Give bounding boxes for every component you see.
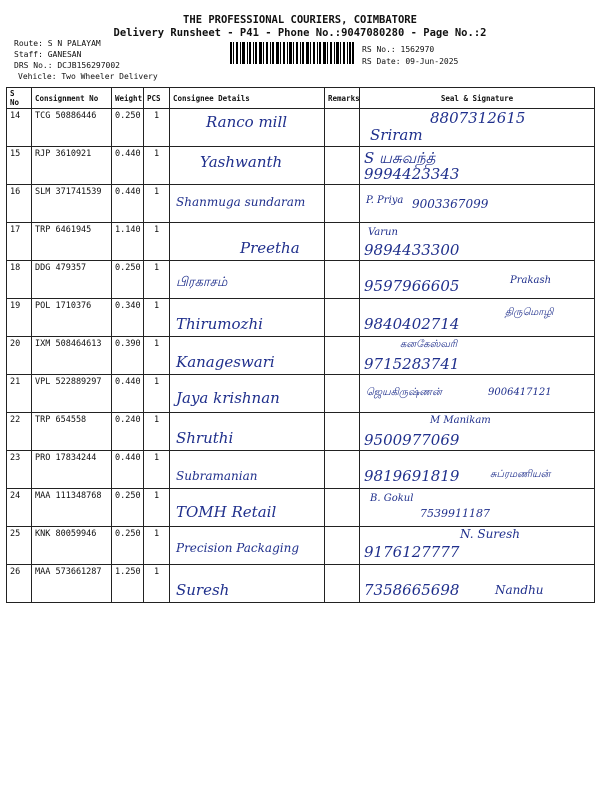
cell-remarks [325,261,360,299]
cell-consignee [170,413,325,451]
cell-sno: 19 [7,299,32,337]
col-pcs: PCS [144,88,170,109]
cell-pcs: 1 [144,185,170,223]
table-header [7,88,595,109]
cell-weight: 0.250 [112,261,144,299]
cell-weight: 1.140 [112,223,144,261]
barcode-icon [230,42,354,64]
cell-pcs: 1 [144,451,170,489]
col-signature: Seal & Signature [360,88,595,109]
consignee-name: TOMH Retail [176,503,277,521]
table-row [7,413,595,451]
cell-sno: 23 [7,451,32,489]
cell-weight: 1.250 [112,565,144,603]
staff-label: Staff: GANESAN [14,50,82,59]
signature: சுப்ரமணியன் [490,469,551,480]
cell-remarks [325,413,360,451]
consignee-name: Preetha [240,239,300,257]
table-row [7,299,595,337]
signature: M Manikam [430,415,491,426]
cell-consignment: TRP 6461945 [32,223,112,261]
cell-sno: 18 [7,261,32,299]
col-consignee: Consignee Details [170,88,325,109]
phone-number: 7539911187 [420,507,490,520]
cell-sno: 20 [7,337,32,375]
signature: கனகேஸ்வரி [400,339,458,350]
cell-signature [360,185,595,223]
runsheet-subtitle: Delivery Runsheet - P41 - Phone No.:9047080280 - Page No.:2 [113,27,487,39]
cell-signature [360,451,595,489]
signature: ஜெயகிருஷ்ணன் [366,387,442,398]
cell-signature [360,375,595,413]
signature: P. Priya [366,195,404,206]
cell-signature [360,299,595,337]
cell-consignee [170,375,325,413]
consignee-name: Thirumozhi [176,315,263,333]
cell-pcs: 1 [144,565,170,603]
cell-weight: 0.440 [112,375,144,413]
cell-weight: 0.440 [112,185,144,223]
cell-consignment: SLM 371741539 [32,185,112,223]
consignee-name: Ranco mill [206,113,288,131]
cell-remarks [325,185,360,223]
phone-number: 9894433300 [364,241,460,259]
table-row [7,147,595,185]
cell-weight: 0.250 [112,527,144,565]
rs-number: RS No.: 1562970 [362,45,435,54]
runsheet-table [6,87,595,603]
phone-number: 9715283741 [364,355,460,373]
route-label: Route: S N PALAYAM [14,39,101,48]
phone-number: 9176127777 [364,543,460,561]
cell-signature [360,565,595,603]
cell-weight: 0.440 [112,451,144,489]
table-row [7,527,595,565]
consignee-name: Suresh [176,581,230,599]
cell-remarks [325,337,360,375]
cell-sno: 24 [7,489,32,527]
cell-consignee [170,527,325,565]
col-consignment: Consignment No [32,88,112,109]
rs-date: RS Date: 09-Jun-2025 [362,57,459,66]
cell-signature [360,109,595,147]
signature: B. Gokul [370,493,414,504]
consignee-name: Shruthi [176,429,234,447]
cell-weight: 0.250 [112,109,144,147]
drs-label: DRS No.: DCJB156297002 [14,61,120,70]
cell-consignee [170,223,325,261]
cell-sno: 14 [7,109,32,147]
cell-consignee [170,261,325,299]
table-row [7,109,595,147]
cell-signature [360,261,595,299]
cell-consignment: PRO 17834244 [32,451,112,489]
phone-number: 7358665698 [364,581,460,599]
cell-consignee [170,451,325,489]
phone-number: 9006417121 [488,387,552,398]
phone-number: 8807312615 [430,109,526,127]
cell-consignee [170,109,325,147]
table-row [7,185,595,223]
col-weight: Weight [112,88,144,109]
company-title: THE PROFESSIONAL COURIERS, COIMBATORE [183,14,417,26]
cell-pcs: 1 [144,337,170,375]
consignee-name: பிரகாசம் [176,275,228,290]
cell-sno: 16 [7,185,32,223]
cell-signature [360,489,595,527]
signature: Sriram [370,126,423,144]
cell-pcs: 1 [144,147,170,185]
consignee-name: Yashwanth [200,153,283,171]
cell-sno: 22 [7,413,32,451]
cell-consignment: MAA 111348768 [32,489,112,527]
table-row [7,223,595,261]
cell-remarks [325,489,360,527]
cell-remarks [325,527,360,565]
cell-pcs: 1 [144,375,170,413]
cell-pcs: 1 [144,299,170,337]
cell-consignment: DDG 479357 [32,261,112,299]
signature: Nandhu [495,583,544,597]
cell-pcs: 1 [144,223,170,261]
cell-weight: 0.240 [112,413,144,451]
cell-signature [360,527,595,565]
signature: திருமொழி [505,307,554,318]
cell-sno: 21 [7,375,32,413]
cell-sno: 15 [7,147,32,185]
phone-number: 9994423343 [364,165,460,183]
cell-pcs: 1 [144,413,170,451]
cell-sno: 25 [7,527,32,565]
cell-pcs: 1 [144,109,170,147]
cell-weight: 0.250 [112,489,144,527]
cell-weight: 0.440 [112,147,144,185]
col-sno: S No [7,88,32,109]
table-row [7,451,595,489]
cell-signature [360,147,595,185]
cell-consignee [170,337,325,375]
consignee-name: Jaya krishnan [176,389,280,407]
cell-remarks [325,147,360,185]
signature: Prakash [510,275,552,286]
cell-remarks [325,109,360,147]
table-row [7,261,595,299]
cell-consignment: TCG 50886446 [32,109,112,147]
cell-pcs: 1 [144,489,170,527]
signature: S யசுவந்த் [364,149,436,167]
cell-consignment: TRP 654558 [32,413,112,451]
cell-remarks [325,299,360,337]
consignee-name: Kanageswari [176,353,275,371]
consignee-name: Subramanian [176,469,258,483]
phone-number: 9840402714 [364,315,460,333]
table-row [7,489,595,527]
cell-consignment: RJP 3610921 [32,147,112,185]
cell-remarks [325,565,360,603]
cell-remarks [325,375,360,413]
cell-pcs: 1 [144,527,170,565]
cell-pcs: 1 [144,261,170,299]
cell-weight: 0.340 [112,299,144,337]
col-remarks: Remarks [325,88,360,109]
cell-signature [360,223,595,261]
signature: N. Suresh [460,527,521,541]
vehicle-label: Vehicle: Two Wheeler Delivery [18,72,158,81]
consignee-name: Precision Packaging [176,541,299,555]
cell-signature [360,337,595,375]
table-row [7,337,595,375]
cell-consignee [170,565,325,603]
cell-consignment: MAA 573661287 [32,565,112,603]
consignee-name: Shanmuga sundaram [176,195,306,209]
cell-signature [360,413,595,451]
cell-remarks [325,223,360,261]
phone-number: 9819691819 [364,467,460,485]
cell-sno: 26 [7,565,32,603]
cell-consignment: POL 1710376 [32,299,112,337]
cell-remarks [325,451,360,489]
cell-consignee [170,489,325,527]
cell-consignment: IXM 508464613 [32,337,112,375]
cell-consignee [170,299,325,337]
phone-number: 9003367099 [412,197,489,211]
cell-consignment: VPL 522889297 [32,375,112,413]
phone-number: 9597966605 [364,277,460,295]
phone-number: 9500977069 [364,431,460,449]
cell-weight: 0.390 [112,337,144,375]
table-row [7,565,595,603]
cell-consignee [170,185,325,223]
cell-consignee [170,147,325,185]
signature: Varun [368,227,398,238]
table-row [7,375,595,413]
cell-consignment: KNK 80059946 [32,527,112,565]
cell-sno: 17 [7,223,32,261]
